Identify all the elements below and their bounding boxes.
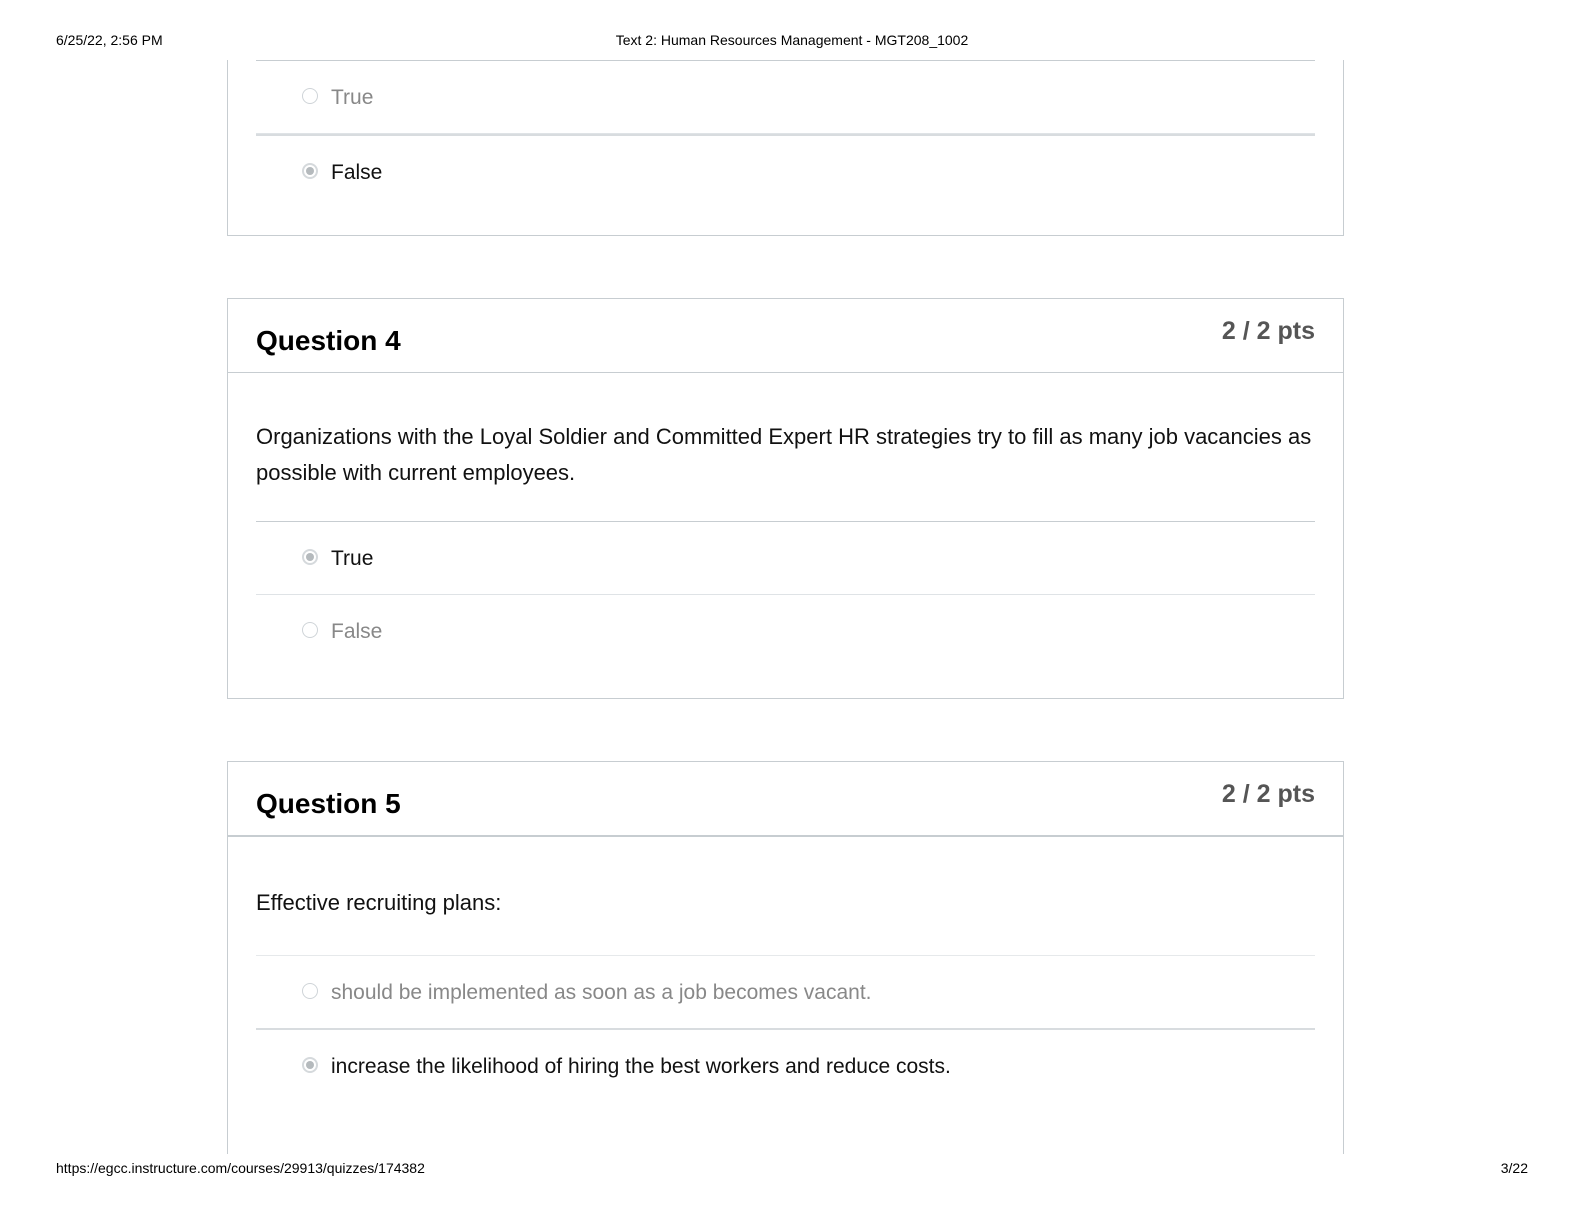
print-header <box>56 32 1528 52</box>
radio-button[interactable] <box>302 622 318 638</box>
question-text: Organizations with the Loyal Soldier and Committed Expert HR strategies try to fill as many job vacancies as possible with current employees. <box>256 373 1315 522</box>
answer-label: should be implemented as soon as a job becomes vacant. <box>331 981 872 1004</box>
answer-option[interactable] <box>256 134 1315 208</box>
print-page-number: 3/22 <box>1500 1160 1528 1176</box>
question-3-card <box>227 60 1344 236</box>
question-5-card <box>227 761 1344 1154</box>
question-title: Question 4 <box>256 325 401 356</box>
answer-option[interactable] <box>256 60 1315 134</box>
radio-button-selected[interactable] <box>302 549 318 565</box>
answer-label: False <box>331 161 383 184</box>
print-page-title: Text 2: Human Resources Management - MGT208_1002 <box>615 32 969 48</box>
radio-button-selected[interactable] <box>302 1057 318 1073</box>
question-4-card <box>227 298 1344 699</box>
answer-label: True <box>331 86 374 109</box>
question-points: 2 / 2 pts <box>1221 317 1315 345</box>
radio-button[interactable] <box>302 983 318 999</box>
answer-label: increase the likelihood of hiring the best workers and reduce costs. <box>331 1055 951 1078</box>
question-title: Question 5 <box>256 788 401 819</box>
answer-label: False <box>331 620 383 643</box>
question-header <box>228 299 1343 373</box>
answer-label: True <box>331 547 374 570</box>
question-header <box>228 762 1343 837</box>
answer-option[interactable] <box>256 595 1315 667</box>
answer-option[interactable] <box>256 1030 1315 1102</box>
answer-option[interactable] <box>256 956 1315 1030</box>
radio-button-selected[interactable] <box>302 163 318 179</box>
print-url: https://egcc.instructure.com/courses/29913/quizzes/174382 <box>56 1160 425 1176</box>
print-footer <box>56 1160 1528 1180</box>
answer-option[interactable] <box>256 522 1315 595</box>
question-points: 2 / 2 pts <box>1221 780 1315 808</box>
print-datetime: 6/25/22, 2:56 PM <box>56 32 163 48</box>
question-text: Effective recruiting plans: <box>256 837 1315 956</box>
radio-button[interactable] <box>302 88 318 104</box>
